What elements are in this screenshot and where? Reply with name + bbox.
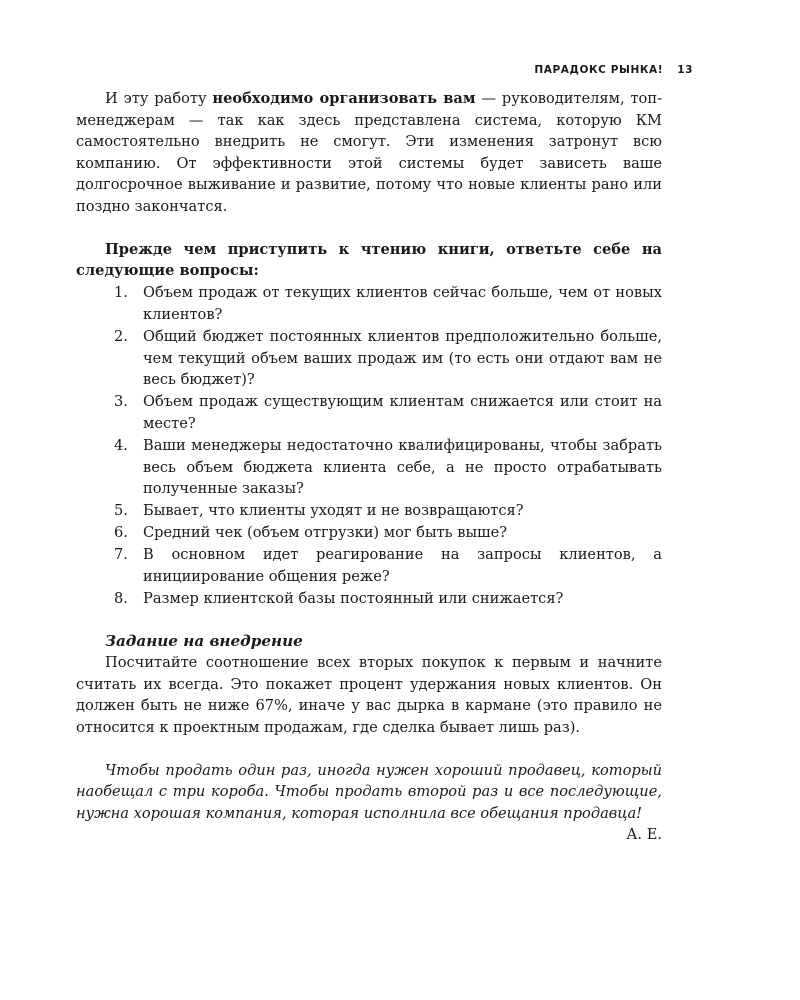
questions-heading — [76, 239, 662, 282]
item-number: 7. — [114, 546, 128, 564]
list-item — [76, 500, 662, 522]
item-number: 2. — [114, 327, 128, 345]
running-title: ПАРАДОКС РЫНКА! — [534, 64, 664, 76]
item-text: Средний чек (объем отгрузки) мог быть выше? — [143, 524, 508, 542]
list-item — [76, 326, 662, 391]
item-number: 8. — [114, 590, 128, 608]
item-number: 1. — [114, 284, 128, 302]
item-text: В основном идет реагирование на запросы клиентов, а инициирование общения реже? — [143, 546, 662, 585]
list-item — [76, 588, 662, 610]
intro-rest: — руководителям, топ-менеджерам — так как здесь представлена система, которую КМ самостоятельно внедрить не смогут. Эти изменения затронут всю компанию. От эффективности этой системы будет зависеть ваше долгосрочное выживание и развитие, потому что новые клиенты рано или поздно закончатся. — [76, 90, 662, 215]
list-item — [76, 391, 662, 434]
task-title: Задание на внедрение — [105, 631, 303, 650]
item-number: 3. — [114, 393, 128, 411]
item-text: Бывает, что клиенты уходят и не возвращаются? — [143, 502, 524, 520]
page-body — [76, 78, 662, 846]
quote-author: А. Е. — [626, 826, 662, 844]
list-item — [76, 544, 662, 587]
item-number: 5. — [114, 502, 128, 520]
intro-emphasis: необходимо организовать вам — [212, 90, 476, 107]
questions-heading-text: Прежде чем приступить к чтению книги, ответьте себе на следующие вопросы: — [76, 240, 662, 280]
intro-lead: И эту работу — [105, 90, 213, 107]
running-header — [534, 64, 693, 76]
item-text: Объем продаж от текущих клиентов сейчас больше, чем от новых клиентов? — [143, 284, 662, 323]
item-text: Общий бюджет постоянных клиентов предположительно больше, чем текущий объем ваших продаж им (то есть они отдают вам не весь бюджет)? — [143, 327, 662, 389]
item-text: Ваши менеджеры недостаточно квалифицированы, чтобы забрать весь объем бюджета клиента себе, а не просто отрабатывать полученные заказы? — [143, 436, 662, 498]
list-item — [76, 282, 662, 325]
item-number: 6. — [114, 524, 128, 542]
item-text: Объем продаж существующим клиентам снижается или стоит на месте? — [143, 393, 662, 432]
questions-list — [76, 282, 662, 609]
list-item — [76, 522, 662, 544]
epigraph-quote: Чтобы продать один раз, иногда нужен хороший продавец, который наобещал с три короба. Чтобы продать второй раз и все последующие, нужна хорошая компания, которая исполнила все обещания продавца! — [76, 761, 662, 822]
page-number: 13 — [677, 64, 693, 76]
intro-paragraph — [76, 88, 662, 218]
item-number: 4. — [114, 436, 128, 454]
task-paragraph: Посчитайте соотношение всех вторых покупок к первым и начните считать их всегда. Это покажет процент удержания новых клиентов. Он должен быть не ниже 67%, иначе у вас дырка в кармане (это правило не относится к проектным продажам, где сделка бывает лишь раз). — [76, 654, 662, 737]
item-text: Размер клиентской базы постоянный или снижается? — [143, 590, 564, 608]
list-item — [76, 435, 662, 500]
